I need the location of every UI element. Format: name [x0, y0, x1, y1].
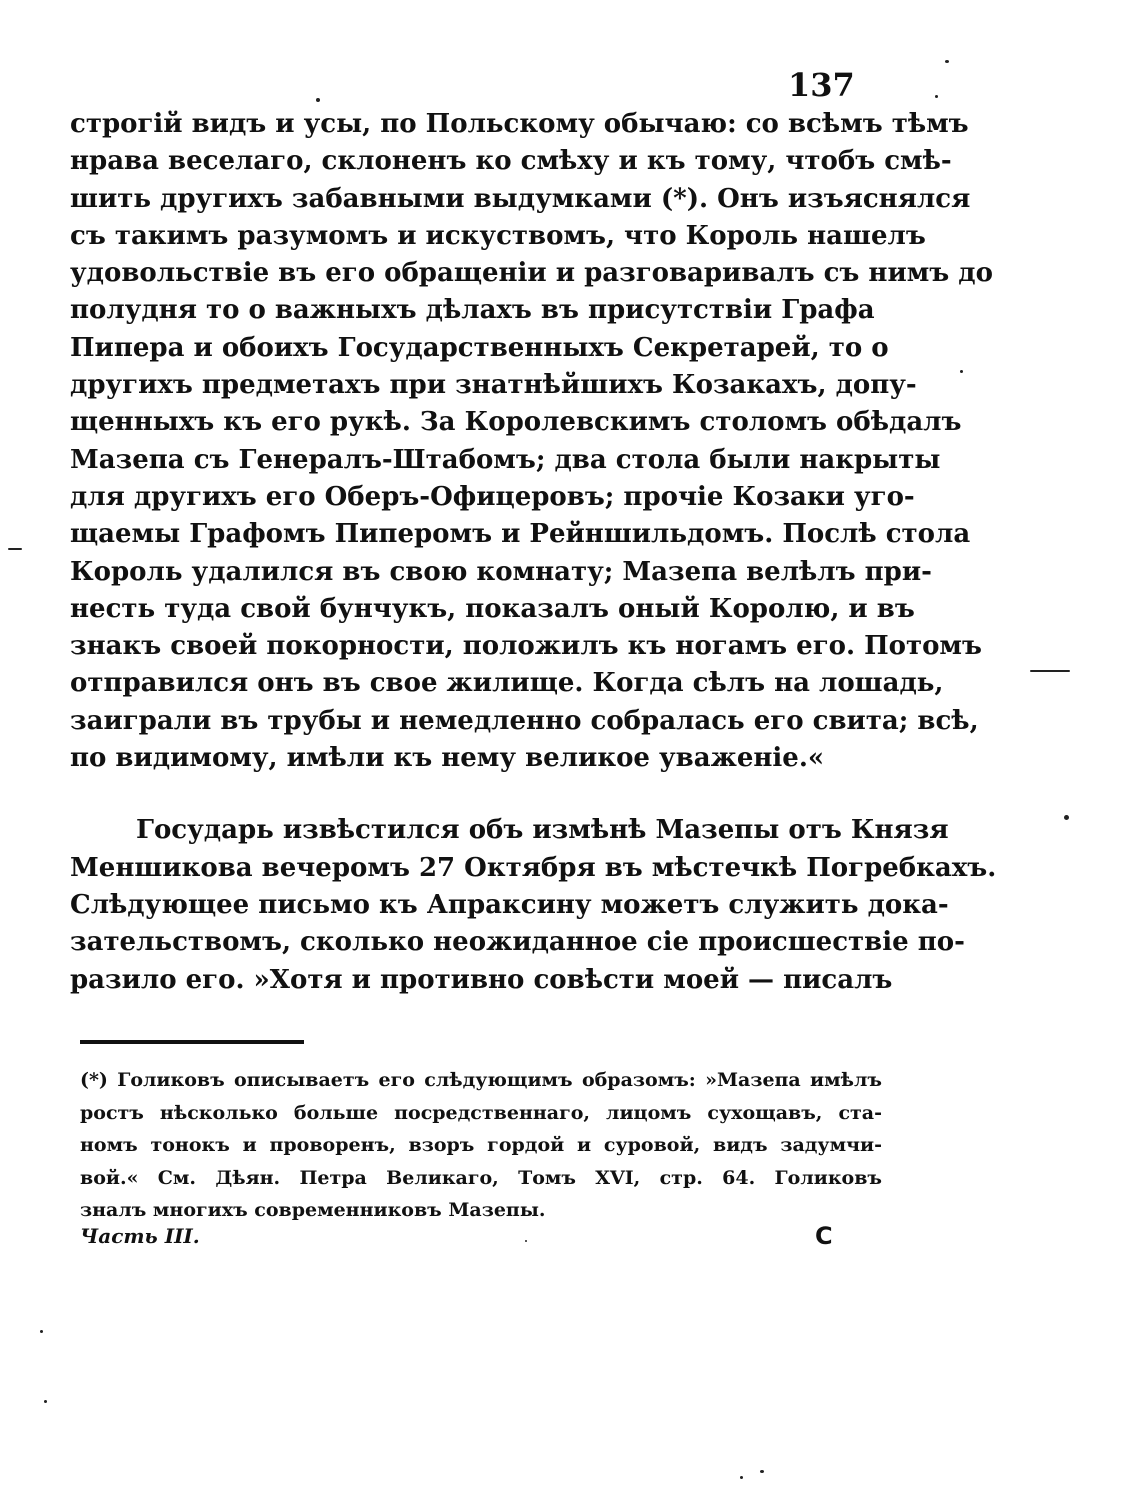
text-line: отправился онъ въ свое жилище. Когда сѣлъ на лошадь,: [70, 668, 944, 699]
text-line: строгій видъ и усы, по Польскому обычаю: со всѣмъ тѣмъ: [70, 109, 969, 139]
scan-speck: [316, 98, 320, 102]
footnote-line: (*) Голиковъ описываетъ его слѣдующимъ образомъ: »Мазепа имѣлъ: [80, 1069, 882, 1091]
text-line: шить другихъ забавными выдумками (*). Онъ изъяснялся: [70, 183, 971, 214]
scan-speck: [760, 1470, 764, 1473]
text-line: съ такимъ разумомъ и искуствомъ, что Король нашелъ: [70, 220, 926, 251]
text-line: Мазепа съ Генералъ-Штабомъ; два стола были накрыты: [70, 444, 941, 475]
text-line: для другихъ его Оберъ-Офицеровъ; прочіе Козаки уго-: [70, 481, 915, 512]
footnote-rule: [80, 1040, 304, 1044]
text-line: знакъ своей покорности, положилъ къ ногамъ его. Потомъ: [70, 631, 982, 662]
text-line: Слѣдующее письмо къ Апраксину можетъ служить дока-: [70, 889, 949, 920]
footnote-line: ростъ нѣсколько больше посредственнаго, лицомъ сухощавъ, ста-: [80, 1101, 882, 1124]
footnote-line: вой.« См. Дѣян. Петра Великаго, Томъ XVI, стр. 64. Голиковъ: [80, 1166, 882, 1189]
text-line: нрава веселаго, склоненъ ко смѣху и къ тому, чтобъ смѣ-: [70, 146, 952, 177]
text-line: Пипера и обоихъ Государственныхъ Секретарей, то о: [70, 332, 889, 363]
main-text: [70, 106, 997, 999]
text-line: Меншикова вечеромъ 27 Октября въ мѣстечкѣ Погребкахъ.: [70, 852, 997, 883]
text-line: разило его. »Хотя и противно совѣсти моей — писалъ: [70, 964, 893, 995]
footnote-line: зналъ многихъ современниковъ Мазепы.: [80, 1199, 546, 1221]
scan-speck: [945, 60, 949, 63]
text-line: удовольствіе въ его обращеніи и разговаривалъ съ нимъ до: [70, 258, 993, 289]
scan-speck: [935, 95, 938, 98]
text-line: щенныхъ къ его рукѣ. За Королевскимъ столомъ обѣдалъ: [70, 407, 962, 438]
scan-speck: [1030, 670, 1070, 672]
page-number: 137: [788, 66, 855, 104]
scan-speck: [40, 1330, 43, 1333]
text-line: Король удалился въ свою комнату; Мазепа велѣлъ при-: [70, 556, 932, 587]
text-line: Государь извѣстился объ измѣнѣ Мазепы отъ Князя: [136, 815, 949, 846]
part-label: Часть III.: [80, 1224, 200, 1248]
footnote-line: номъ тонокъ и проворенъ, взоръ гордой и суровой, видъ задумчи-: [80, 1134, 882, 1156]
scan-speck: [740, 1476, 743, 1479]
text-line: щаемы Графомъ Пиперомъ и Рейншильдомъ. Послѣ стола: [70, 519, 971, 550]
text-line: заиграли въ трубы и немедленно собралась его свита; всѣ,: [70, 705, 979, 736]
scan-speck: [525, 1240, 527, 1242]
text-line: полудня то о важныхъ дѣлахъ въ присутствіи Графа: [70, 295, 875, 326]
footnote: [80, 1064, 882, 1227]
text-line: несть туда свой бунчукъ, показалъ оный Королю, и въ: [70, 593, 915, 624]
paragraph-gap: [70, 777, 870, 812]
text-line: зательствомъ, сколько неожиданное сіе происшествіе по-: [70, 927, 965, 958]
scan-speck: [1064, 815, 1069, 820]
scan-speck: [8, 548, 22, 550]
scan-speck: [44, 1400, 47, 1403]
scan-speck: [960, 370, 963, 373]
signature-mark: С: [815, 1222, 833, 1250]
text-line: по видимому, имѣли къ нему великое уваженіе.«: [70, 743, 825, 774]
text-line: другихъ предметахъ при знатнѣйшихъ Козакахъ, допу-: [70, 370, 917, 401]
